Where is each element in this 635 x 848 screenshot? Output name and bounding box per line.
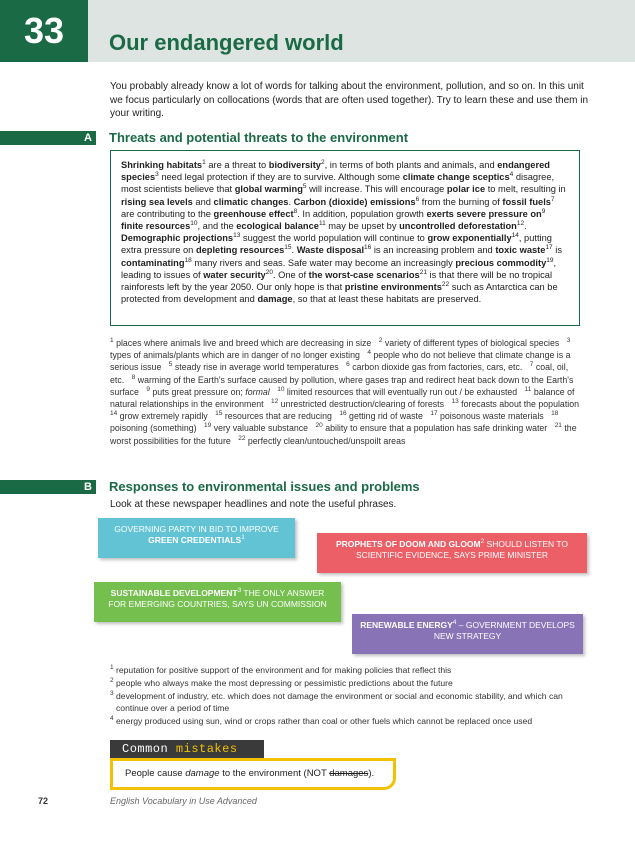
text-run: , in terms of both plants and animals, and bbox=[324, 160, 498, 170]
section-b-subtitle: Look at these newspaper headlines and note the useful phrases. bbox=[110, 499, 397, 510]
section-a-title: Threats and potential threats to the environment bbox=[109, 130, 409, 145]
key-phrase: polar ice bbox=[446, 184, 486, 195]
key-phrase: Carbon (dioxide) emissions bbox=[293, 196, 416, 207]
footnote-marker: 19 bbox=[546, 256, 554, 264]
note-text: warming of the Earth's surface caused by pollution, where gases trap and redirect heat back down to the Earth's surface bbox=[110, 374, 574, 397]
note-text: people who do not believe that climate change is a serious issue bbox=[110, 350, 571, 373]
note-number: 12 bbox=[271, 398, 279, 406]
section-b-bar bbox=[0, 480, 96, 494]
key-phrase: Shrinking habitats bbox=[121, 160, 203, 170]
key-phrase: fossil fuels bbox=[502, 196, 551, 207]
text-run: and bbox=[192, 196, 214, 207]
text-run: . One of bbox=[272, 269, 309, 280]
text-run: many rivers and seas. Safe water may become an increasingly bbox=[191, 257, 456, 268]
headline-sustainable-development: SUSTAINABLE DEVELOPMENT$^3$ THE ONLY ANSWER FOR EMERGING COUNTRIES, SAYS UN COMMISSION bbox=[94, 582, 341, 622]
note-text: grow extremely rapidly bbox=[117, 411, 208, 422]
key-phrase: greenhouse effect bbox=[213, 208, 294, 219]
unit-number: 33 bbox=[0, 0, 88, 62]
note-number: 10 bbox=[277, 385, 285, 393]
note-item bbox=[451, 399, 579, 409]
section-a-letter: A bbox=[84, 132, 92, 144]
section-b-letter: B bbox=[84, 481, 92, 493]
note-text: unrestricted destruction/clearing of forests bbox=[278, 399, 444, 410]
text-run: are a threat to bbox=[205, 160, 269, 170]
key-phrase: ecological balance bbox=[236, 221, 319, 232]
text-run: , and the bbox=[197, 221, 237, 232]
text-run: to melt, resulting in bbox=[485, 184, 566, 195]
key-phrase: global warming bbox=[234, 184, 303, 195]
key-phrase: damage bbox=[257, 294, 293, 305]
note-number: 8 bbox=[131, 373, 136, 381]
note-text: puts great pressure on; bbox=[149, 386, 246, 397]
key-phrase: biodiversity bbox=[268, 160, 321, 170]
section-b-title: Responses to environmental issues and problems bbox=[109, 479, 420, 494]
key-phrase: exerts severe pressure on bbox=[426, 208, 542, 219]
footnote-marker: 16 bbox=[364, 244, 372, 252]
footnote-item bbox=[110, 715, 590, 728]
book-title: English Vocabulary in Use Advanced bbox=[110, 796, 257, 806]
footnote-marker: 21 bbox=[419, 268, 427, 276]
note-text: variety of different types of biological species bbox=[382, 338, 560, 348]
section-a-notes bbox=[110, 337, 585, 447]
key-phrase: precious commodity bbox=[455, 257, 547, 268]
key-phrase: Demographic projections bbox=[121, 233, 234, 244]
text-run: is bbox=[552, 245, 562, 256]
note-number: 22 bbox=[238, 434, 246, 442]
note-item bbox=[346, 362, 522, 372]
footnote-marker: 14 bbox=[511, 232, 519, 240]
key-phrase: endangered species bbox=[121, 160, 550, 183]
headline-green-credentials: GOVERNING PARTY IN BID TO IMPROVE GREEN CREDENTIALS$^1$ bbox=[98, 518, 295, 558]
note-item bbox=[204, 423, 308, 433]
text-run: , so that at least these habitats are preserved. bbox=[292, 294, 482, 305]
key-phrase: depleting resources bbox=[195, 245, 285, 256]
note-number: 7 bbox=[529, 361, 534, 369]
key-phrase: contaminating bbox=[121, 257, 185, 268]
text-run: . bbox=[291, 245, 297, 256]
text-run: . bbox=[288, 196, 294, 207]
note-text: coal, oil, etc. bbox=[110, 362, 569, 385]
note-item bbox=[110, 338, 371, 348]
section-a-bar bbox=[0, 131, 96, 145]
note-number: 9 bbox=[146, 385, 150, 393]
footnote-text: development of industry, etc. which does not damage the environment or social and economic stability, and which can continue over a period of time bbox=[113, 690, 563, 714]
footnote-marker: 2 bbox=[320, 158, 325, 166]
footnote-marker: 13 bbox=[233, 232, 241, 240]
text-run: suggest the world population will continue to bbox=[240, 233, 428, 244]
text-run: from the burning of bbox=[419, 196, 503, 207]
note-text: balance of natural relationships in the environment bbox=[110, 386, 575, 410]
note-number: 6 bbox=[346, 361, 350, 369]
note-item bbox=[339, 411, 423, 421]
key-phrase: rising sea levels bbox=[121, 196, 193, 207]
note-number: 21 bbox=[554, 422, 562, 430]
note-text: poisonous waste materials bbox=[437, 411, 544, 422]
note-number: 20 bbox=[315, 422, 323, 430]
note-item bbox=[430, 411, 543, 421]
note-number: 18 bbox=[551, 410, 559, 418]
note-number: 14 bbox=[110, 410, 118, 418]
note-text: places where animals live and breed which are decreasing in size bbox=[113, 338, 372, 348]
note-item bbox=[379, 338, 559, 348]
note-register: formal bbox=[245, 386, 270, 397]
note-text: perfectly clean/untouched/unspoilt areas bbox=[245, 435, 406, 446]
note-text: ability to ensure that a population has safe drinking water bbox=[322, 423, 548, 434]
note-number: 2 bbox=[378, 337, 383, 345]
note-text: limited resources that will eventually run out / be exhausted bbox=[284, 386, 518, 397]
footnote-marker: 12 bbox=[516, 219, 525, 227]
footnote-item bbox=[110, 677, 590, 690]
note-item bbox=[146, 387, 269, 397]
footnote-marker: 8 bbox=[293, 207, 298, 215]
key-phrase: pristine environments bbox=[344, 282, 442, 293]
note-text: carbon dioxide gas from factories, cars, etc. bbox=[349, 362, 523, 373]
section-a-text-box bbox=[110, 150, 580, 326]
key-phrase: Waste disposal bbox=[296, 245, 365, 256]
footnote-number: 2 bbox=[110, 676, 114, 684]
key-phrase: climate change sceptics bbox=[402, 172, 510, 183]
note-text: resources that are reducing bbox=[222, 411, 332, 422]
footnote-marker: 7 bbox=[550, 195, 555, 203]
text-run: disagree, most scientists believe that bbox=[121, 172, 555, 195]
footnote-marker: 15 bbox=[284, 244, 292, 252]
footnote-marker: 1 bbox=[202, 158, 206, 166]
key-phrase: the worst-case scenarios bbox=[308, 269, 420, 280]
key-phrase: water security bbox=[203, 269, 266, 280]
footnote-text: people who always make the most depressing or pessimistic predictions about the future bbox=[113, 677, 453, 688]
headline-renewable-energy: RENEWABLE ENERGY$^4$ – GOVERNMENT DEVELOPS NEW STRATEGY bbox=[352, 614, 583, 654]
note-text: poisoning (something) bbox=[110, 423, 197, 434]
note-item bbox=[238, 436, 405, 446]
footnote-text: reputation for positive support of the environment and for making policies that reflect this bbox=[113, 665, 452, 675]
common-mistakes-label: Common mistakes bbox=[110, 740, 264, 758]
footnote-item bbox=[110, 690, 590, 716]
footnote-marker: 9 bbox=[541, 207, 546, 215]
footnote-number: 4 bbox=[110, 715, 114, 723]
text-run: , putting extra pressure on bbox=[121, 233, 552, 256]
note-text: types of animals/plants which are in danger of no longer existing bbox=[110, 350, 360, 361]
footnote-marker: 3 bbox=[155, 171, 159, 179]
note-number: 5 bbox=[168, 361, 173, 369]
note-text: forecasts about the population bbox=[458, 399, 579, 410]
note-number: 4 bbox=[367, 349, 371, 357]
footnote-text: energy produced using sun, wind or crops rather than coal or other fuels which cannot be replaced once used bbox=[113, 716, 533, 727]
common-mistakes-box: People cause damage to the environment (NOT damages). bbox=[110, 758, 396, 790]
note-text: very valuable substance bbox=[211, 423, 309, 434]
footnote-marker: 4 bbox=[509, 171, 514, 179]
note-number: 1 bbox=[110, 337, 114, 345]
note-number: 13 bbox=[451, 398, 459, 406]
page-number: 72 bbox=[38, 796, 49, 806]
key-phrase: climatic changes bbox=[213, 196, 289, 207]
key-phrase: finite resources bbox=[121, 221, 191, 232]
unit-title: Our endangered world bbox=[109, 30, 344, 55]
key-phrase: uncontrolled deforestation bbox=[399, 221, 517, 232]
note-number: 17 bbox=[430, 410, 438, 418]
text-run: may be upset by bbox=[325, 221, 400, 232]
note-number: 15 bbox=[215, 410, 223, 418]
text-run: , leading to issues of bbox=[121, 257, 557, 280]
note-item bbox=[215, 411, 332, 421]
text-run: is an increasing problem and bbox=[371, 245, 496, 256]
footnote-marker: 22 bbox=[441, 280, 450, 288]
text-run: need legal protection if they are to survive. Although some bbox=[158, 172, 403, 183]
footnote-item bbox=[110, 664, 590, 677]
footnote-marker: 17 bbox=[545, 244, 553, 252]
note-text: steady rise in average world temperatures bbox=[172, 362, 339, 373]
note-text: getting rid of waste bbox=[346, 411, 423, 422]
footnote-marker: 18 bbox=[184, 256, 192, 264]
note-number: 3 bbox=[566, 337, 571, 345]
footnote-marker: 20 bbox=[265, 268, 273, 276]
note-item bbox=[316, 423, 548, 433]
note-number: 16 bbox=[339, 410, 347, 418]
footnote-number: 1 bbox=[110, 664, 114, 672]
note-item bbox=[169, 362, 339, 372]
note-item bbox=[271, 399, 444, 409]
note-item bbox=[110, 411, 208, 421]
headline-prophets-of-doom: PROPHETS OF DOOM AND GLOOM$^2$ SHOULD LISTEN TO SCIENTIFIC EVIDENCE, SAYS PRIME MINISTER bbox=[317, 533, 587, 573]
note-text: the worst possibilities for the future bbox=[110, 423, 577, 446]
key-phrase: grow exponentially bbox=[427, 233, 512, 244]
text-run: is that there will be no tropical rainforests left by the year 2050. Our only hope is that bbox=[121, 269, 553, 293]
intro-paragraph: You probably already know a lot of words for talking about the environment, pollution, and so on. In this unit we focus particularly on collocations (words that are often used together). Try to learn these and use them in your writing. bbox=[110, 81, 589, 119]
note-item bbox=[277, 387, 517, 397]
text-run: such as Antarctica can be protected from development and bbox=[121, 282, 558, 305]
footnote-marker: 10 bbox=[190, 219, 198, 227]
text-run: . In addition, population growth bbox=[297, 208, 427, 219]
key-phrase: toxic waste bbox=[495, 245, 546, 256]
section-b-footnotes bbox=[110, 664, 590, 728]
footnote-marker: 11 bbox=[318, 219, 326, 227]
text-run: will increase. This will encourage bbox=[306, 184, 447, 195]
footnote-marker: 6 bbox=[415, 195, 420, 203]
text-run: are contributing to the bbox=[121, 208, 214, 219]
text-run: . bbox=[524, 221, 527, 232]
note-number: 19 bbox=[204, 422, 212, 430]
footnote-marker: 5 bbox=[302, 183, 307, 191]
note-number: 11 bbox=[524, 385, 532, 393]
footnote-number: 3 bbox=[110, 689, 114, 697]
